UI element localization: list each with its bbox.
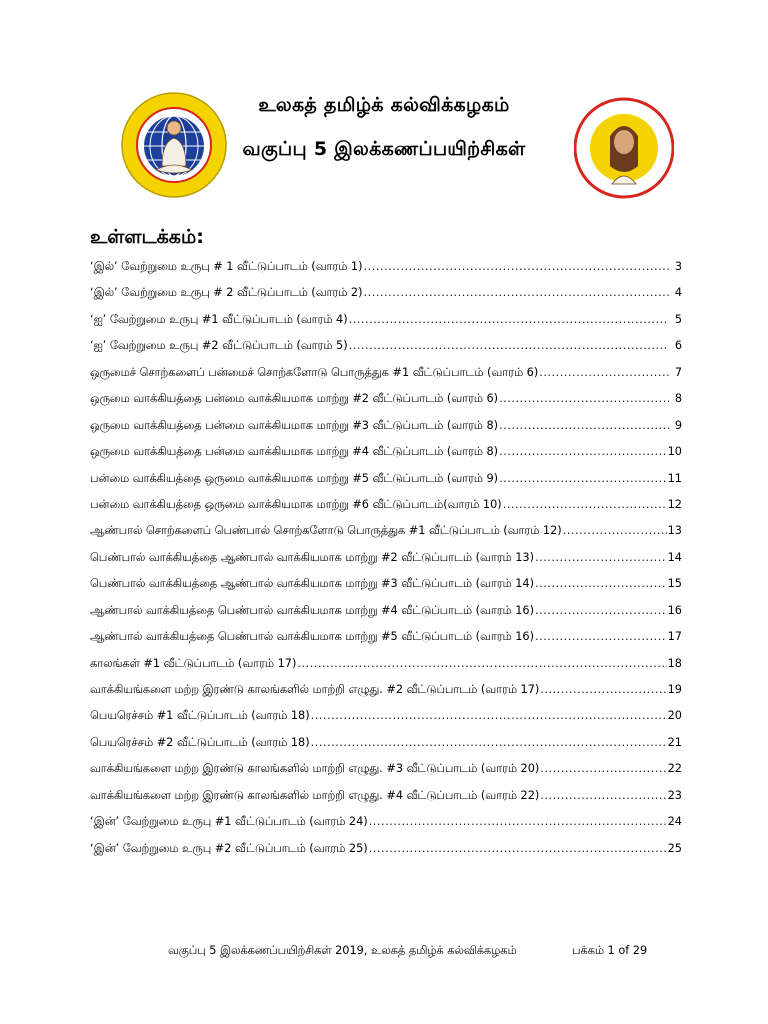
toc-entry-page: 15 (667, 577, 682, 591)
toc-entry-title: வாக்கியங்களை மற்ற இரண்டு காலங்களில் மாற்றி எழுது. #3 வீட்டுப்பாடம் (வாரம் 20) (90, 762, 540, 776)
toc-entry[interactable] (90, 762, 682, 788)
toc-dot-leader (369, 815, 667, 828)
toc-entry-title: காலங்கள் #1 வீட்டுப்பாடம் (வாரம் 17) (90, 656, 297, 670)
toc-dot-leader (311, 736, 667, 749)
toc-entry-page: 18 (667, 656, 682, 670)
toc-entry-title: பெண்பால் வாக்கியத்தை ஆண்பால் வாக்கியமாக மாற்று #2 வீட்டுப்பாடம் (வாரம் 13) (90, 550, 535, 564)
toc-dot-leader (499, 392, 669, 405)
toc-entry-page: 21 (667, 735, 682, 749)
toc-entry-page: 20 (667, 709, 682, 723)
toc-entry-page: 5 (674, 312, 682, 326)
toc-dot-leader (364, 286, 669, 299)
toc-entry[interactable] (90, 551, 682, 577)
toc-entry-page: 25 (667, 841, 682, 855)
toc-entry[interactable] (90, 604, 682, 630)
toc-dot-leader (535, 551, 667, 564)
toc-entry-page: 23 (667, 788, 682, 802)
toc-entry-page: 24 (667, 815, 682, 829)
toc-entry[interactable] (90, 577, 682, 603)
toc-entry[interactable] (90, 286, 682, 312)
toc-dot-leader (369, 842, 667, 855)
toc-entry-title: ஆண்பால் வாக்கியத்தை பெண்பால் வாக்கியமாக மாற்று #4 வீட்டுப்பாடம் (வாரம் 16) (90, 603, 535, 617)
toc-entry[interactable] (90, 260, 682, 286)
toc-entry[interactable] (90, 472, 682, 498)
toc-entry[interactable] (90, 445, 682, 471)
toc-entry[interactable] (90, 683, 682, 709)
toc-entry[interactable] (90, 815, 682, 841)
toc-entry-page: 4 (674, 286, 682, 300)
academy-title: உலகத் தமிழ்க் கல்விக்கழகம் (258, 94, 510, 116)
toc-dot-leader (349, 339, 669, 352)
toc-entry-page: 14 (667, 550, 682, 564)
toc-entry-title: ‘இல்’ வேற்றுமை உருபு # 2 வீட்டுப்பாடம் (வாரம் 2) (90, 286, 363, 300)
toc-entry[interactable] (90, 842, 682, 868)
toc-entry-title: ‘ஐ’ வேற்றுமை உருபு #2 வீட்டுப்பாடம் (வாரம் 5) (90, 339, 348, 353)
toc-entry-title: ஆண்பால் சொற்களைப் பெண்பால் சொற்களோடு பொருத்துக #1 வீட்டுப்பாடம் (வாரம் 12) (90, 524, 562, 538)
toc-entry-page: 19 (667, 683, 682, 696)
toc-entry-title: வாக்கியங்களை மற்ற இரண்டு காலங்களில் மாற்றி எழுது. #2 வீட்டுப்பாடம் (வாரம் 17) (90, 683, 540, 696)
toc-entry-page: 11 (667, 471, 682, 485)
toc-dot-leader (539, 366, 669, 379)
toc-entry-page: 17 (667, 630, 682, 644)
toc-entry-title: ஒருமை வாக்கியத்தை பன்மை வாக்கியமாக மாற்று #2 வீட்டுப்பாடம் (வாரம் 6) (90, 392, 499, 406)
california-tamil-academy-logo (574, 96, 674, 200)
toc-entry[interactable] (90, 736, 682, 762)
toc-entry-page: 7 (674, 365, 682, 379)
toc-entry-page: 13 (667, 524, 682, 538)
toc-dot-leader (349, 313, 669, 326)
toc-entry-title: ‘ஐ’ வேற்றுமை உருபு #1 வீட்டுப்பாடம் (வாரம் 4) (90, 312, 348, 326)
toc-entry-title: ஒருமைச் சொற்களைப் பன்மைச் சொற்களோடு பொருத்துக #1 வீட்டுப்பாடம் (வாரம் 6) (90, 365, 539, 379)
toc-entry[interactable] (90, 630, 682, 656)
toc-entry-page: 12 (667, 497, 682, 511)
toc-entry-page: 16 (667, 603, 682, 617)
toc-dot-leader (503, 498, 667, 511)
toc-entry[interactable] (90, 657, 682, 683)
toc-entry-title: ‘இன்’ வேற்றுமை உருபு #2 வீட்டுப்பாடம் (வாரம் 25) (90, 841, 368, 855)
toc-dot-leader (499, 472, 667, 485)
toc-entry[interactable] (90, 524, 682, 550)
document-subtitle: வகுப்பு 5 இலக்கணப்பயிற்சிகள் (242, 138, 526, 160)
toc-entry-title: ஆண்பால் வாக்கியத்தை பெண்பால் வாக்கியமாக மாற்று #5 வீட்டுப்பாடம் (வாரம் 16) (90, 630, 535, 644)
toc-entry-page: 22 (667, 762, 682, 776)
toc-entry[interactable] (90, 366, 682, 392)
toc-dot-leader (499, 445, 667, 458)
toc-dot-leader (540, 683, 666, 696)
toc-dot-leader (535, 630, 667, 643)
toc-entry-page: 10 (667, 445, 682, 459)
toc-entry[interactable] (90, 498, 682, 524)
toc-dot-leader (540, 789, 666, 802)
toc-entry-page: 9 (674, 418, 682, 432)
toc-entry-page: 3 (674, 260, 682, 273)
toc-entry[interactable] (90, 789, 682, 815)
toc-entry-title: ஒருமை வாக்கியத்தை பன்மை வாக்கியமாக மாற்று #4 வீட்டுப்பாடம் (வாரம் 8) (90, 445, 499, 459)
toc-entry-title: பன்மை வாக்கியத்தை ஒருமை வாக்கியமாக மாற்று #5 வீட்டுப்பாடம் (வாரம் 9) (90, 471, 499, 485)
toc-heading: உள்ளடக்கம்: (90, 226, 204, 248)
page-header (0, 0, 768, 210)
toc-dot-leader (540, 762, 666, 775)
toc-dot-leader (563, 524, 667, 537)
toc-entry-title: பெயரெச்சம் #2 வீட்டுப்பாடம் (வாரம் 18) (90, 735, 310, 749)
toc-entry-title: பன்மை வாக்கியத்தை ஒருமை வாக்கியமாக மாற்று #6 வீட்டுப்பாடம்(வாரம் 10) (90, 497, 502, 511)
page-number: பக்கம் 1 of 29 (572, 944, 648, 957)
toc-entry-page: 6 (674, 339, 682, 353)
toc-entry-title: வாக்கியங்களை மற்ற இரண்டு காலங்களில் மாற்றி எழுது. #4 வீட்டுப்பாடம் (வாரம் 22) (90, 788, 540, 802)
toc-entry-title: ‘இன்’ வேற்றுமை உருபு #1 வீட்டுப்பாடம் (வாரம் 24) (90, 815, 368, 829)
toc-entry-title: ‘இல்’ வேற்றுமை உருபு # 1 வீட்டுப்பாடம் (வாரம் 1) (90, 260, 363, 273)
toc-entry[interactable] (90, 392, 682, 418)
toc-entry-title: ஒருமை வாக்கியத்தை பன்மை வாக்கியமாக மாற்று #3 வீட்டுப்பாடம் (வாரம் 8) (90, 418, 499, 432)
toc-entry[interactable] (90, 419, 682, 445)
toc-entry-page: 8 (674, 392, 682, 406)
toc-dot-leader (297, 657, 666, 670)
table-of-contents (90, 260, 682, 868)
toc-entry-title: பெண்பால் வாக்கியத்தை ஆண்பால் வாக்கியமாக மாற்று #3 வீட்டுப்பாடம் (வாரம் 14) (90, 577, 535, 591)
toc-entry-title: பெயரெச்சம் #1 வீட்டுப்பாடம் (வாரம் 18) (90, 709, 310, 723)
footer-text: வகுப்பு 5 இலக்கணப்பயிற்சிகள் 2019, உலகத் தமிழ்க் கல்விக்கழகம் (168, 944, 517, 957)
toc-dot-leader (499, 419, 669, 432)
toc-dot-leader (364, 260, 669, 273)
toc-dot-leader (311, 709, 667, 722)
toc-dot-leader (535, 577, 667, 590)
toc-dot-leader (535, 604, 667, 617)
toc-entry[interactable] (90, 709, 682, 735)
toc-entry[interactable] (90, 313, 682, 339)
toc-entry[interactable] (90, 339, 682, 365)
